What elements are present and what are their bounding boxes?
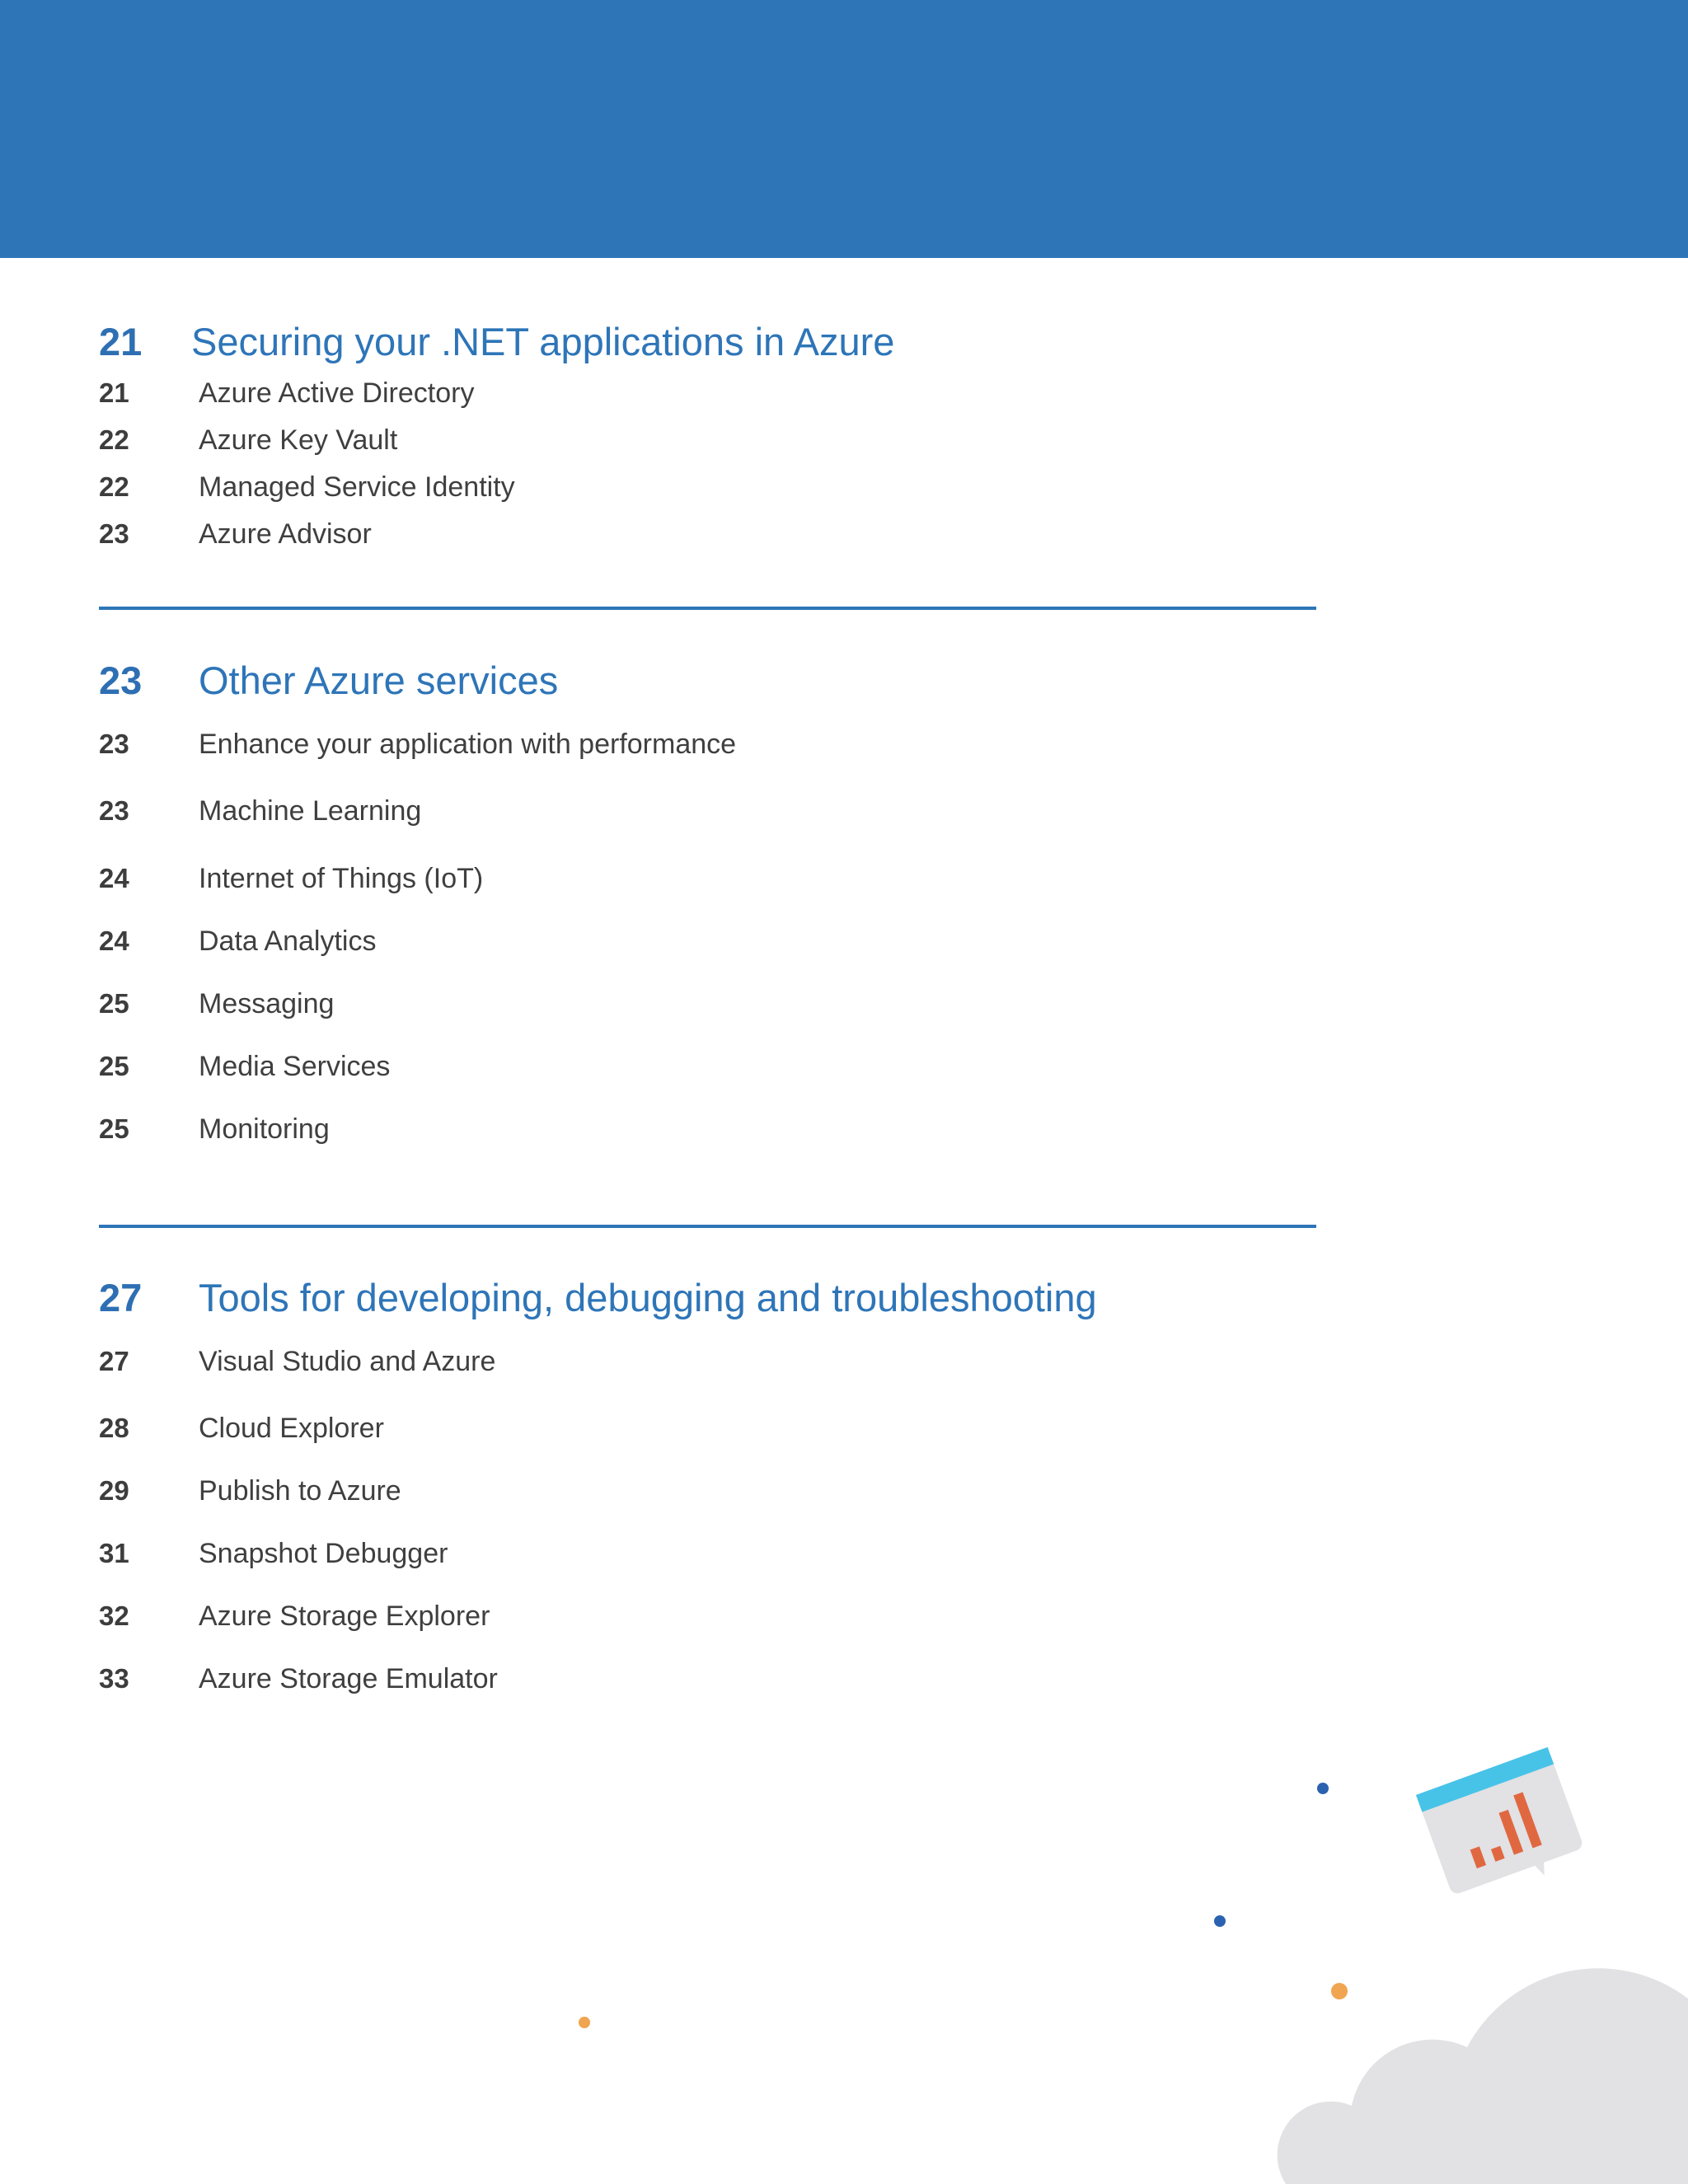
entry-page-number: 31 <box>99 1538 129 1568</box>
entry-page-number: 27 <box>99 1346 129 1376</box>
entry-page-number: 24 <box>99 926 129 956</box>
entry-label: Media Services <box>199 1050 391 1082</box>
chart-window-icon <box>1416 1747 1588 1907</box>
entry-label: Azure Key Vault <box>199 424 398 456</box>
entry-page-number: 24 <box>99 863 129 893</box>
entry-page-number: 23 <box>99 729 129 759</box>
entry-page-number: 21 <box>99 377 129 408</box>
entry-label: Azure Storage Emulator <box>199 1662 498 1694</box>
entry-page-number: 22 <box>99 424 129 455</box>
entry-label: Azure Storage Explorer <box>199 1600 490 1632</box>
entry-label: Azure Advisor <box>199 518 372 550</box>
section-title: Tools for developing, debugging and troubleshooting <box>199 1275 1097 1319</box>
dot <box>1331 1983 1348 1999</box>
entry-page-number: 28 <box>99 1413 129 1443</box>
entry-page-number: 32 <box>99 1601 129 1631</box>
entry-label: Visual Studio and Azure <box>199 1345 496 1377</box>
section-title: Securing your .NET applications in Azure <box>191 319 895 363</box>
dot <box>579 2017 590 2028</box>
entry-label: Managed Service Identity <box>199 471 515 503</box>
section-page-number: 23 <box>99 658 143 702</box>
entry-label: Internet of Things (IoT) <box>199 862 484 894</box>
entry-page-number: 22 <box>99 471 129 502</box>
entry-page-number: 25 <box>99 1113 129 1144</box>
entry-page-number: 33 <box>99 1663 129 1694</box>
entry-label: Machine Learning <box>199 794 422 827</box>
dot <box>1214 1915 1226 1927</box>
entry-label: Azure Active Directory <box>199 377 475 409</box>
entry-label: Publish to Azure <box>199 1474 401 1507</box>
entry-page-number: 23 <box>99 795 129 826</box>
section-page-number: 27 <box>99 1275 143 1319</box>
entry-label: Enhance your application with performance <box>199 728 737 760</box>
section-title: Other Azure services <box>199 658 559 702</box>
entry-label: Monitoring <box>199 1113 330 1145</box>
entry-page-number: 25 <box>99 1051 129 1081</box>
dot <box>1317 1783 1329 1794</box>
entry-page-number: 29 <box>99 1475 129 1506</box>
entry-page-number: 23 <box>99 518 129 549</box>
entry-page-number: 25 <box>99 988 129 1019</box>
entry-label: Data Analytics <box>199 925 377 957</box>
entry-label: Cloud Explorer <box>199 1412 384 1444</box>
entry-label: Messaging <box>199 987 335 1019</box>
section-page-number: 21 <box>99 319 143 363</box>
entry-label: Snapshot Debugger <box>199 1537 448 1569</box>
cloud-icon <box>1278 1968 1688 2184</box>
